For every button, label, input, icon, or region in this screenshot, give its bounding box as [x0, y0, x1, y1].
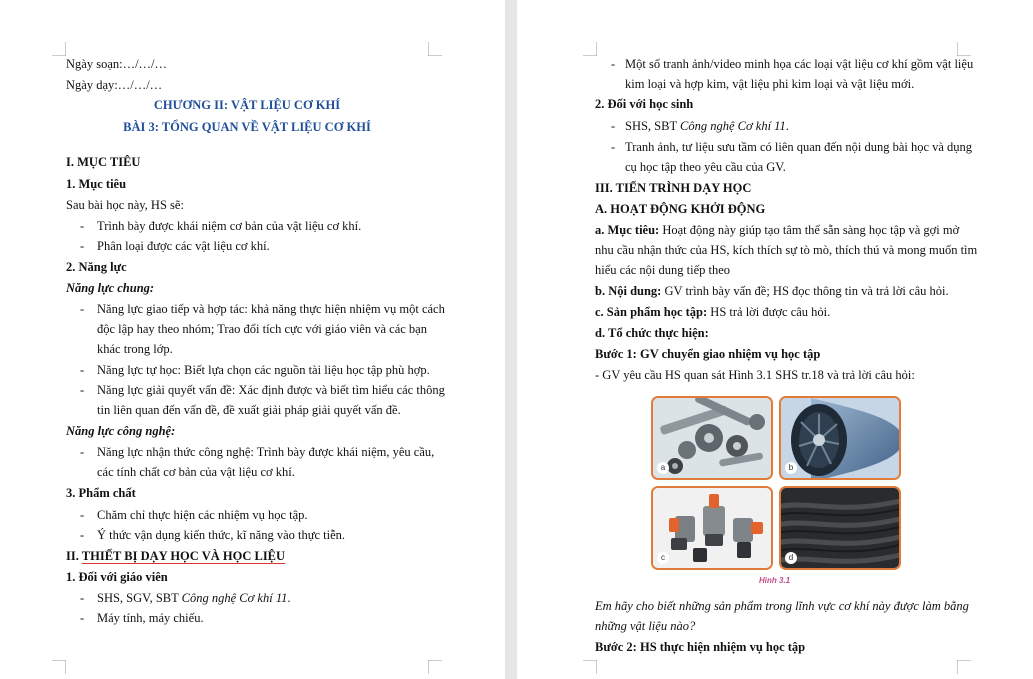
goals-intro: Sau bài học này, HS sẽ:	[66, 198, 184, 212]
figure-caption: Hình 3.1	[759, 576, 791, 585]
competency-item: Năng lực giao tiếp và hợp tác: khả năng thực hiện nhiệm vụ một cách	[97, 302, 445, 316]
margin-mark-top-right	[957, 42, 971, 56]
competency-item: các tính chất cơ bản của vật liệu cơ khí.	[97, 465, 295, 479]
student-item: Tranh ảnh, tư liệu sưu tầm có liên quan đến nội dung bài học và dụng	[625, 140, 973, 154]
section-equipment: II. THIẾT BỊ DẠY HỌC VÀ HỌC LIỆU	[66, 549, 286, 563]
student-item: SHS, SBT Công nghệ Cơ khí 11.	[625, 119, 789, 133]
student-item: cụ học tập theo yêu cầu của GV.	[625, 160, 786, 174]
margin-mark-top-left	[583, 42, 597, 56]
figure-photo-valves	[651, 486, 773, 570]
objective-paragraph: a. Mục tiêu: Hoạt động này giúp tạo tâm thế sẵn sàng học tập và gợi mở	[595, 223, 960, 237]
subsection-competency: 2. Năng lực	[66, 260, 127, 274]
competency-item: Năng lực tự học: Biết lựa chọn các nguồn tài liệu học tập phù hợp.	[97, 363, 430, 377]
competency-item: độc lập hay theo nhóm; Trao đổi tích cực với giáo viên và các bạn	[97, 322, 427, 336]
subsection-qualities: 3. Phẩm chất	[66, 486, 136, 500]
subsection-goals: 1. Mục tiêu	[66, 177, 127, 191]
chapter-title: CHƯƠNG II: VẬT LIỆU CƠ KHÍ	[153, 98, 341, 112]
teacher-item: Một số tranh ảnh/video minh họa các loại vật liệu cơ khí gồm vật liệu	[625, 57, 974, 71]
figure-photo-engine	[779, 396, 901, 480]
competency-item: Năng lực giải quyết vấn đề: Xác định được và biết tìm hiểu các thông	[97, 383, 445, 397]
step-2-heading: Bước 2: HS thực hiện nhiệm vụ học tập	[595, 640, 806, 654]
figure-photo-tires	[779, 486, 901, 570]
goal-item: Trình bày được khái niệm cơ bản của vật liệu cơ khí.	[97, 219, 362, 233]
competency-item: khác trong lớp.	[97, 342, 173, 356]
content-line: b. Nội dung: GV trình bày vấn đề; HS đọc thông tin và trả lời câu hỏi.	[595, 284, 949, 298]
quality-item: Ý thức vận dụng kiến thức, kĩ năng vào thực tiễn.	[97, 528, 346, 542]
general-competency-label: Năng lực chung:	[66, 281, 155, 295]
teacher-item: SHS, SGV, SBT Công nghệ Cơ khí 11.	[97, 591, 291, 605]
date-taught: Ngày dạy:…/…/…	[66, 78, 163, 92]
margin-mark-bottom-left	[52, 660, 66, 674]
photo-label-a: a	[657, 462, 669, 474]
question-text: những vật liệu nào?	[595, 619, 696, 633]
objective-paragraph: nhu cầu nhận thức của HS, kích thích sự tò mò, thích thú và mong muốn tìm	[595, 243, 978, 257]
subsection-teacher: 1. Đối với giáo viên	[66, 570, 168, 584]
step-1-text: - GV yêu cầu HS quan sát Hình 3.1 SHS tr.18 và trả lời câu hỏi:	[595, 368, 915, 382]
subsection-students: 2. Đối với học sinh	[595, 97, 694, 111]
photo-label-c: c	[657, 552, 669, 564]
figure-photo-gears	[651, 396, 773, 480]
competency-item: tin liên quan đến vấn đề, đề xuất giải pháp giải quyết vấn đề.	[97, 403, 401, 417]
document-page-left: Ngày soạn:…/…/… Ngày dạy:…/…/… CHƯƠNG II: VẬT LIỆU CƠ KHÍ BÀI 3: TỔNG QUAN VỀ VẬT LIỆU CƠ KHÍ I. MỤC TIÊU 1. Mục tiêu Sau bài học này, HS sẽ: - Trình bày được khái niệm cơ bản của vật liệu cơ khí. - Phân loại được các vật liệu cơ khí. 2. Năng lực Năng lực chung: - Năng lực giao tiếp và hợp tác: khả năng thực hiện nhiệm vụ một cách độc lập hay theo nhóm; Trao đổi tích cực với giáo viên và các bạn khác trong lớp. - Năng lực tự học: Biết lựa chọn các nguồn tài liệu học tập phù hợp. - Năng lực giải quyết vấn đề: Xác định được và biết tìm hiểu các thông tin liên quan đến vấn đề, đề xuất giải pháp giải quyết vấn đề. Năng lực công nghệ: - Năng lực nhận thức công nghệ: Trình bày được khái niệm, yêu cầu, các tính chất cơ bản của vật liệu cơ khí. 3. Phẩm chất - Chăm chỉ thực hiện các nhiệm vụ học tập. - Ý thức vận dụng kiến thức, kĩ năng vào thực tiễn. II. THIẾT BỊ DẠY HỌC VÀ HỌC LIỆU 1. Đối với giáo viên - SHS, SGV, SBT Công nghệ Cơ khí 11. - Máy tính, máy chiếu.	[0, 0, 505, 679]
margin-mark-bottom-right	[957, 660, 971, 674]
product-line: c. Sản phẩm học tập: HS trả lời được câu hỏi.	[595, 305, 831, 319]
section-teaching-process: III. TIẾN TRÌNH DẠY HỌC	[595, 181, 752, 195]
section-warmup: A. HOẠT ĐỘNG KHỞI ĐỘNG	[595, 202, 766, 216]
tech-competency-label: Năng lực công nghệ:	[66, 424, 176, 438]
photo-label-d: d	[785, 552, 797, 564]
photo-label-b: b	[785, 462, 797, 474]
document-page-right: - Một số tranh ảnh/video minh họa các loại vật liệu cơ khí gồm vật liệu kim loại và hợp kim, vật liệu phi kim loại và vật liệu mới. 2. Đối với học sinh - SHS, SBT Công nghệ Cơ khí 11. - Tranh ảnh, tư liệu sưu tầm có liên quan đến nội dung bài học và dụng cụ học tập theo yêu cầu của GV. III. TIẾN TRÌNH DẠY HỌC A. HOẠT ĐỘNG KHỞI ĐỘNG a. Mục tiêu: Hoạt động này giúp tạo tâm thế sẵn sàng học tập và gợi mở nhu cầu nhận thức của HS, kích thích sự tò mò, thích thú và mong muốn tìm hiểu các nội dung tiếp theo b. Nội dung: GV trình bày vấn đề; HS đọc thông tin và trả lời câu hỏi. c. Sản phẩm học tập: HS trả lời được câu hỏi. d. Tổ chức thực hiện: Bước 1: GV chuyển giao nhiệm vụ học tập - GV yêu cầu HS quan sát Hình 3.1 SHS tr.18 và trả lời câu hỏi: a b c d Hình 3.1 Em hãy cho biết những sản phẩm trong lĩnh vực cơ khí này được làm bằng những vật liệu nào? Bước 2: HS thực hiện nhiệm vụ học tập	[517, 0, 1033, 679]
teacher-item: kim loại và hợp kim, vật liệu phi kim loại và vật liệu mới.	[625, 77, 915, 91]
page-gap	[505, 0, 517, 679]
competency-item: Năng lực nhận thức công nghệ: Trình bày được khái niệm, yêu cầu,	[97, 445, 435, 459]
goal-item: Phân loại được các vật liệu cơ khí.	[97, 239, 270, 253]
margin-mark-bottom-left	[583, 660, 597, 674]
quality-item: Chăm chỉ thực hiện các nhiệm vụ học tập.	[97, 508, 308, 522]
organization-label: d. Tổ chức thực hiện:	[595, 326, 709, 340]
step-1-heading: Bước 1: GV chuyển giao nhiệm vụ học tập	[595, 347, 821, 361]
margin-mark-top-right	[428, 42, 442, 56]
teacher-item: Máy tính, máy chiếu.	[97, 611, 204, 625]
question-text: Em hãy cho biết những sản phẩm trong lĩnh vực cơ khí này được làm bằng	[595, 599, 969, 613]
date-prepared: Ngày soạn:…/…/…	[66, 57, 168, 71]
lesson-title: BÀI 3: TỔNG QUAN VỀ VẬT LIỆU CƠ KHÍ	[123, 120, 371, 134]
margin-mark-bottom-right	[428, 660, 442, 674]
margin-mark-top-left	[52, 42, 66, 56]
section-objectives: I. MỤC TIÊU	[66, 155, 141, 169]
objective-paragraph: hiểu các nội dung tiếp theo	[595, 263, 731, 277]
